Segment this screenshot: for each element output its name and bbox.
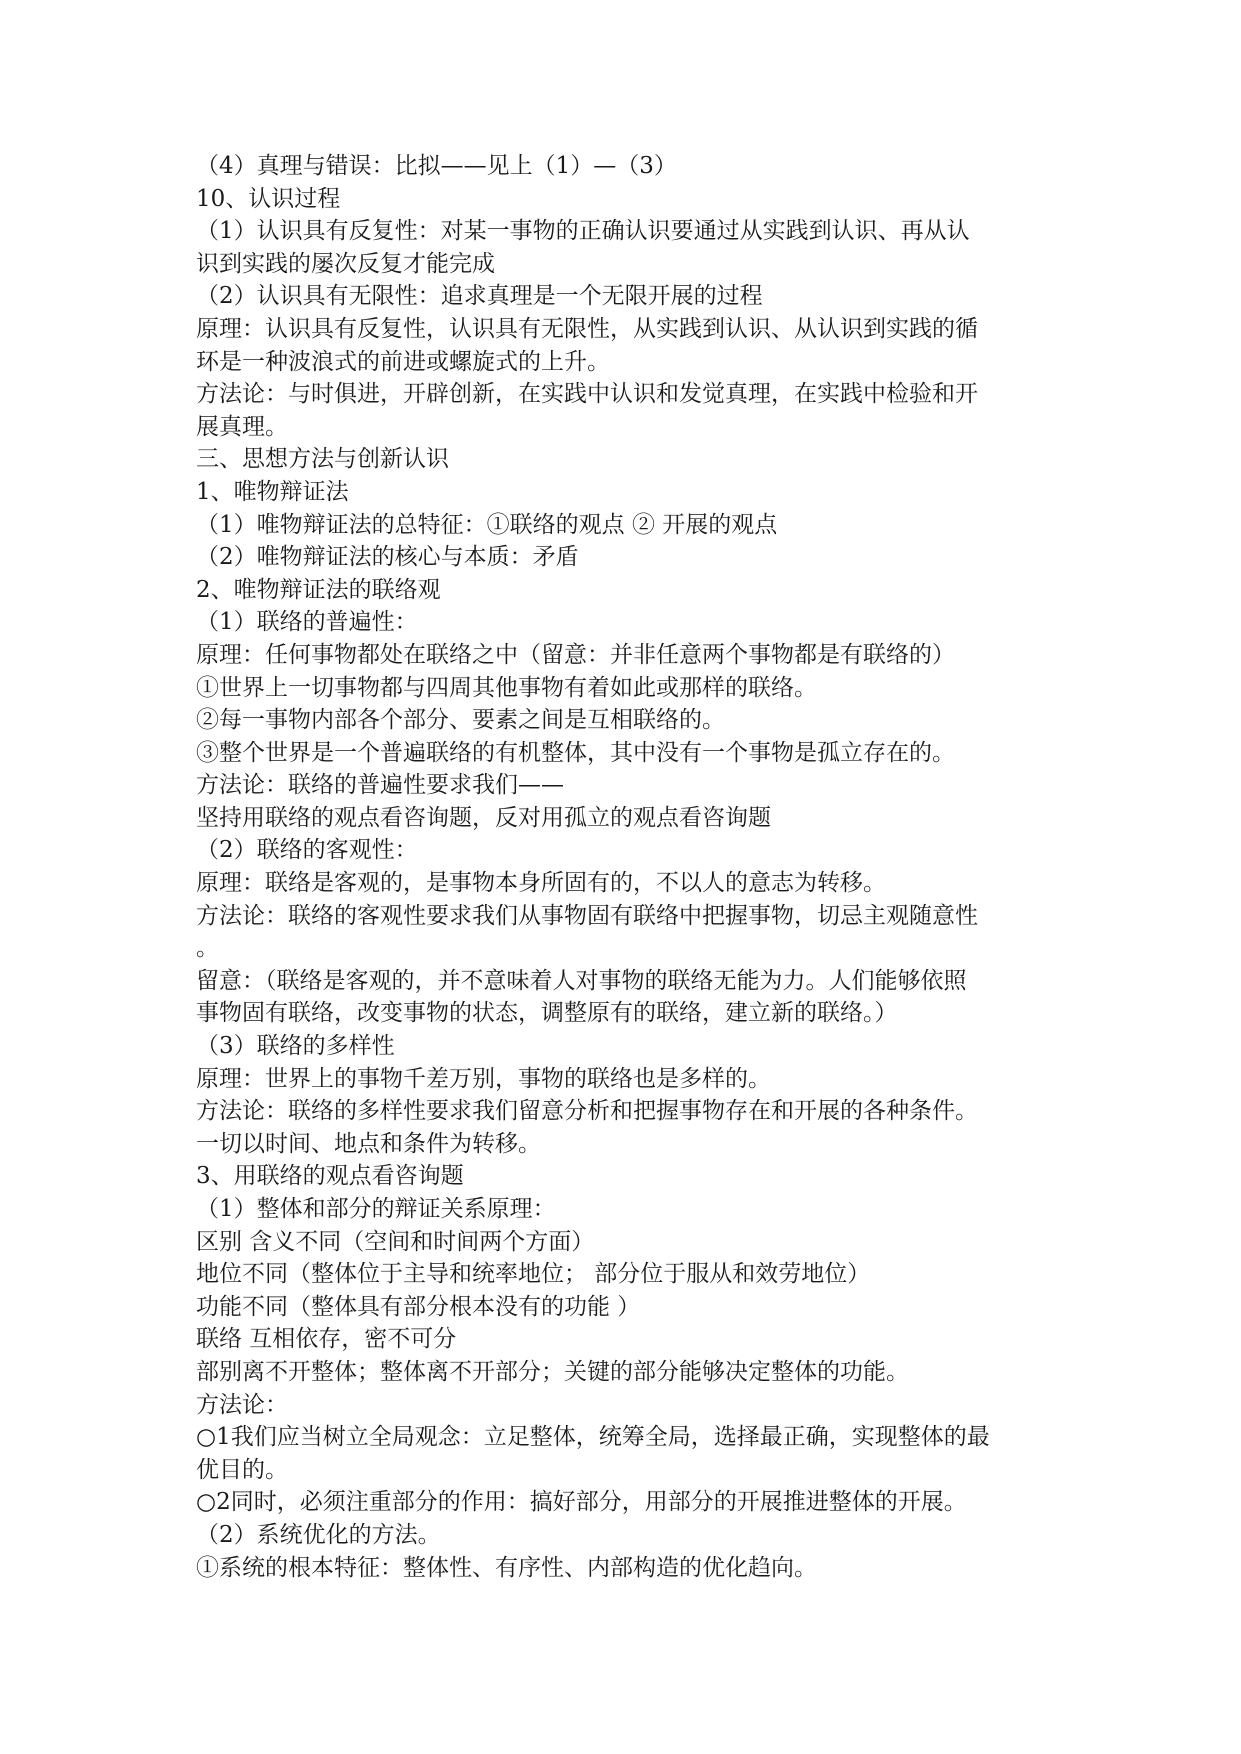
- text-line: 原理：认识具有反复性，认识具有无限性，从实践到认识、从认识到实践的循: [196, 315, 978, 342]
- text-line: （2）认识具有无限性：追求真理是一个无限开展的过程: [196, 283, 763, 310]
- section-heading: 3、用联络的观点看咨询题: [196, 1163, 464, 1190]
- text-line: 功能不同（整体具有部分根本没有的功能 ）: [196, 1293, 641, 1320]
- text-line: ①系统的根本特征：整体性、有序性、内部构造的优化趋向。: [196, 1554, 817, 1581]
- text-line: （2）唯物辩证法的核心与本质：矛盾: [196, 544, 579, 571]
- document-body: [196, 150, 1076, 1584]
- text-line: 地位不同（整体位于主导和统率地位； 部分位于服从和效劳地位）: [196, 1261, 871, 1288]
- text-line: 一切以时间、地点和条件为转移。: [196, 1130, 541, 1157]
- text-line: 识到实践的屡次反复才能完成: [196, 250, 495, 277]
- text-line: 环是一种波浪式的前进或螺旋式的上升。: [196, 348, 610, 375]
- text-line: 原理：任何事物都处在联络之中（留意：并非任意两个事物都是有联络的）: [196, 641, 955, 668]
- text-line: 原理：世界上的事物千差万别，事物的联络也是多样的。: [196, 1065, 771, 1092]
- text-line: 方法论：联络的多样性要求我们留意分析和把握事物存在和开展的各种条件。: [196, 1098, 978, 1125]
- text-line: 展真理。: [196, 413, 288, 440]
- text-line: （3）联络的多样性: [196, 1033, 395, 1060]
- section-heading: 三、思想方法与创新认识: [196, 446, 449, 473]
- text-line: 原理：联络是客观的，是事物本身所固有的，不以人的意志为转移。: [196, 870, 886, 897]
- section-heading: 2、唯物辩证法的联络观: [196, 576, 441, 603]
- text-line: 。: [196, 935, 219, 962]
- text-line: 优目的。: [196, 1456, 288, 1483]
- text-line: 事物固有联络，改变事物的状态，调整原有的联络，建立新的联络。）: [196, 1000, 898, 1027]
- text-line: ○1我们应当树立全局观念：立足整体，统筹全局，选择最正确，实现整体的最: [196, 1424, 990, 1451]
- text-line: ①世界上一切事物都与四周其他事物有着如此或那样的联络。: [196, 674, 817, 701]
- text-line: （1）联络的普遍性：: [196, 609, 418, 636]
- text-line: （1）整体和部分的辩证关系原理：: [196, 1196, 556, 1222]
- text-line: （1）认识具有反复性：对某一事物的正确认识要通过从实践到认识、再从认: [196, 218, 970, 245]
- text-line: 部别离不开整体；整体离不开部分；关键的部分能够决定整体的功能。: [196, 1358, 909, 1385]
- text-line: ②每一事物内部各个部分、要素之间是互相联络的。: [196, 707, 725, 734]
- text-line: ○2同时，必须注重部分的作用：搞好部分，用部分的开展推进整体的开展。: [196, 1489, 967, 1516]
- text-line: 方法论：与时俱进，开辟创新，在实践中认识和发觉真理，在实践中检验和开: [196, 381, 978, 408]
- text-line: 联络 互相依存，密不可分: [196, 1326, 457, 1353]
- section-heading: 10、认识过程: [196, 185, 341, 212]
- text-line: 坚持用联络的观点看咨询题，反对用孤立的观点看咨询题: [196, 804, 771, 831]
- section-heading: 1、唯物辩证法: [196, 478, 349, 505]
- text-line: （2）系统优化的方法。: [196, 1521, 441, 1548]
- text-line: （4）真理与错误：比拟——见上（1）—（3）: [196, 153, 677, 179]
- text-line: 方法论：联络的普遍性要求我们——: [196, 772, 564, 799]
- text-line: （1）唯物辩证法的总特征：①联络的观点 ② 开展的观点: [196, 511, 778, 538]
- text-line: 区别 含义不同（空间和时间两个方面）: [196, 1228, 595, 1255]
- text-line: 方法论：联络的客观性要求我们从事物固有联络中把握事物，切忌主观随意性: [196, 902, 978, 929]
- text-line: ③整个世界是一个普遍联络的有机整体，其中没有一个事物是孤立存在的。: [196, 739, 955, 766]
- text-line: 方法论：: [196, 1391, 288, 1418]
- text-line: 留意：（联络是客观的，并不意味着人对事物的联络无能为力。人们能够依照: [196, 967, 967, 994]
- text-line: （2）联络的客观性：: [196, 837, 418, 864]
